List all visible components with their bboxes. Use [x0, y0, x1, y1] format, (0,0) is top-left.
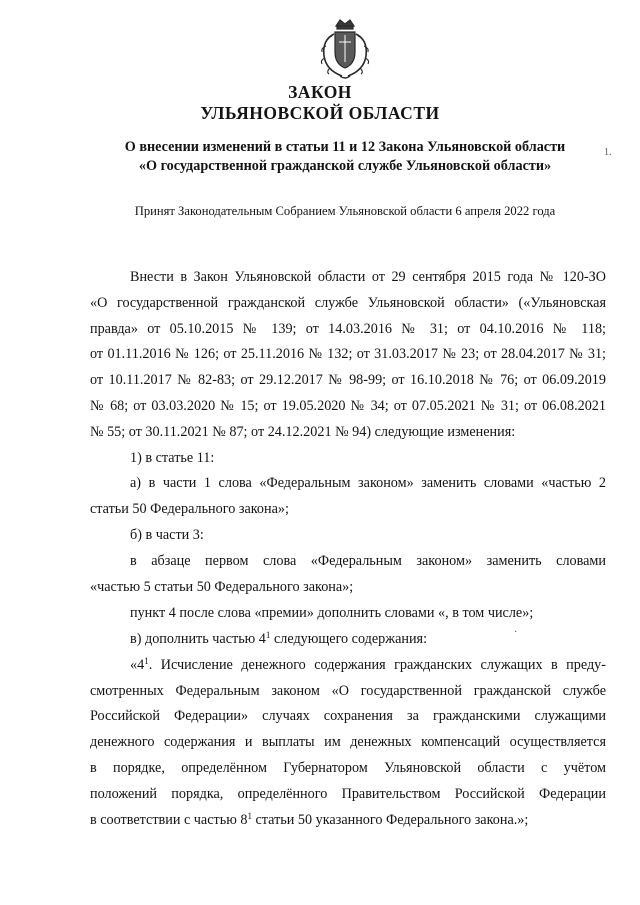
body-line-quote: «$4^1$. Исчисление денежного содержания гражданских служащих в преду-: [130, 656, 606, 673]
body-line: правда» от 05.10.2015 № 139; от 14.03.2016 № 31; от 04.10.2016 № 118;: [90, 321, 606, 337]
document-title: ЗАКОН: [288, 82, 352, 102]
superscript: 1: [144, 656, 149, 666]
body-line: денежного содержания и выплаты им денежных компенсаций осуществляется: [90, 734, 606, 750]
body-line-item: в абзаце первом слова «Федеральным законом» заменить словами: [130, 553, 606, 569]
body-line: от 10.11.2017 № 82-83; от 29.12.2017 № 98-99; от 16.10.2018 № 76; от 06.09.2019: [90, 372, 606, 388]
body-line-item: в) дополнить частью $4^1$ следующего содержания:: [130, 630, 428, 647]
margin-mark: 1.: [604, 147, 612, 158]
body-line: в соответствии с частью $8^1$ статьи 50 указанного Федерального закона.»;: [90, 811, 529, 828]
body-line-item: а) в части 1 слова «Федеральным законом» заменить словами «частью 2: [130, 475, 606, 491]
body-line: «О государственной гражданской службе Ульяновской области» («Ульяновская: [90, 295, 606, 311]
body-line-item: пункт 4 после слова «премии» дополнить словами «, в том числе»;: [130, 605, 534, 621]
body-line: № 55; от 30.11.2021 № 87; от 24.12.2021 № 94) следующие изменения:: [90, 424, 516, 440]
body-line: смотренных Федеральным законом «О государственной гражданской службе: [90, 683, 606, 699]
document-subject-line-2: «О государственной гражданской службе Ульяновской области»: [138, 158, 552, 174]
body-line: статьи 50 Федерального закона»;: [90, 501, 289, 517]
coat-of-arms-icon: [316, 18, 374, 82]
body-line: «частью 5 статьи 50 Федерального закона»;: [90, 579, 354, 595]
body-line: Внести в Закон Ульяновской области от 29 сентября 2015 года № 120-ЗО: [130, 269, 606, 285]
body-line: № 68; от 03.03.2020 № 15; от 19.05.2020 № 34; от 07.05.2021 № 31; от 06.08.2021: [90, 398, 606, 414]
adoption-statement: Принят Законодательным Собранием Ульяновской области 6 апреля 2022 года: [134, 204, 556, 218]
body-line-item: б) в части 3:: [130, 527, 204, 543]
body-line: в порядке, определённом Губернатором Ульяновской области с учётом: [90, 760, 606, 776]
body-line: Российской Федерации» случаях сохранения за гражданскими служащими: [90, 708, 606, 724]
document-subject-line-1: О внесении изменений в статьи 11 и 12 Закона Ульяновской области: [124, 139, 566, 155]
superscript: 1: [247, 811, 252, 821]
margin-mark: ·: [514, 627, 518, 638]
body-line: положений порядка, определённого Правительством Российской Федерации: [90, 786, 606, 802]
superscript: 1: [265, 630, 271, 640]
body-line-item: 1) в статье 11:: [130, 450, 215, 466]
document-title-region: УЛЬЯНОВСКОЙ ОБЛАСТИ: [200, 103, 440, 123]
body-line: от 01.11.2016 № 126; от 25.11.2016 № 132; от 31.03.2017 № 23; от 28.04.2017 № 31;: [90, 346, 606, 362]
